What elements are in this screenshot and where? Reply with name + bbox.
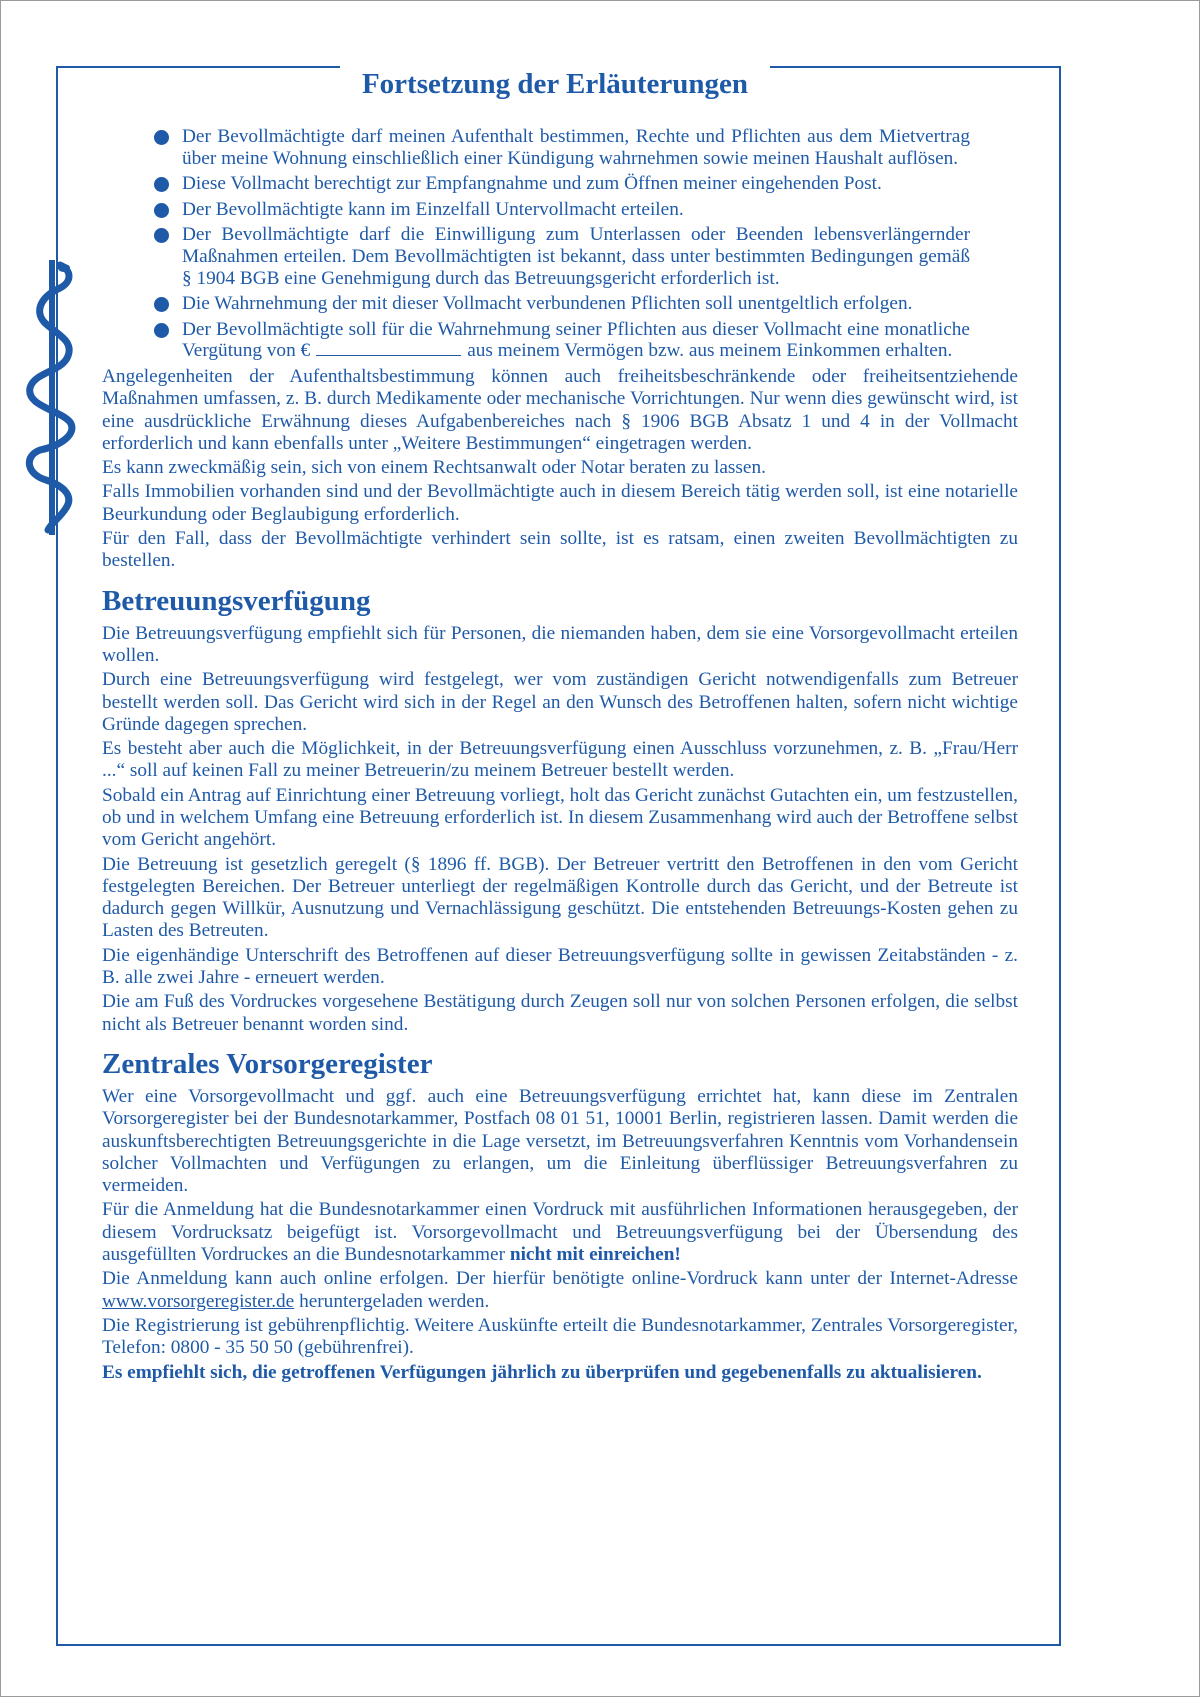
bullet-text: Der Bevollmächtigte kann im Einzelfall Untervollmacht erteilen. [182, 198, 684, 220]
document-body [102, 126, 1018, 1386]
register-paragraph: Die Registrierung ist gebührenpflichtig. Weitere Auskünfte erteilt die Bundesnotarkammer, Zentrales Vorsorgeregister, Telefon: 0800 - 35 50 50 (gebührenfrei). [102, 1314, 1018, 1359]
payment-text-before: Der Bevollmächtigte soll für die Wahrnehmung seiner Pflichten aus dieser Vollmacht eine monatliche Vergütung von € [182, 318, 970, 362]
closing-recommendation: Es empfiehlt sich, die getroffenen Verfügungen jährlich zu überprüfen und gegebenenfalls zu aktualisieren. [102, 1361, 982, 1383]
section-heading-vorsorgeregister: Zentrales Vorsorgeregister [102, 1047, 433, 1080]
register-online-text-after: heruntergeladen werden. [299, 1290, 490, 1312]
bullet-text: Diese Vollmacht berechtigt zur Empfangnahme und zum Öffnen meiner eingehenden Post. [182, 173, 882, 195]
intro-paragraph: Es kann zweckmäßig sein, sich von einem Rechtsanwalt oder Notar beraten zu lassen. [102, 457, 766, 479]
register-paragraph-text: Für die Anmeldung hat die Bundesnotarkammer einen Vordruck mit ausführlichen Informationen herausgegeben, der diesem Vordrucksatz beigefügt ist. Vorsorgevollmacht und Betreuungsverfügung bei der Übersendung des ausgefüllten Vordruckes an die Bundesnotarkammer [102, 1199, 1018, 1266]
payment-amount-blank[interactable] [316, 341, 461, 356]
intro-paragraph: Für den Fall, dass der Bevollmächtigte verhindert sein sollte, ist es ratsam, einen zweiten Bevollmächtigten zu bestellen. [102, 528, 1018, 572]
betreuung-paragraph: Die eigenhändige Unterschrift des Betroffenen auf dieser Betreuungsverfügung sollte in gewissen Zeitabständen - z. B. alle zwei Jahre - erneuert werden. [102, 944, 1018, 989]
list-item [154, 319, 970, 362]
register-paragraph [102, 1268, 1018, 1313]
betreuung-paragraph: Die am Fuß des Vordruckes vorgesehene Bestätigung durch Zeugen soll nur von solchen Personen erfolgen, die selbst nicht als Betreuer benannt worden sind. [102, 991, 1018, 1035]
register-paragraph [102, 1199, 1018, 1266]
register-online-text: Die Anmeldung kann auch online erfolgen. Der hierfür benötigte online-Vordruck kann unter der Internet-Adresse [102, 1268, 1018, 1290]
section-heading-betreuungsverfuegung: Betreuungsverfügung [102, 584, 371, 617]
intro-paragraph: Falls Immobilien vorhanden sind und der Bevollmächtigte auch in diesem Bereich tätig werden soll, ist eine notarielle Beurkundung oder Beglaubigung erforderlich. [102, 481, 1018, 525]
bullet-text: Der Bevollmächtigte darf meinen Aufenthalt bestimmen, Rechte und Pflichten aus dem Mietvertrag über meine Wohnung einschließlich einer Kündigung wahrnehmen sowie meinen Haushalt auflösen. [182, 126, 970, 169]
list-item [154, 173, 970, 195]
bullet-icon [154, 130, 169, 145]
authority-bullet-list [102, 126, 1018, 362]
betreuung-paragraph: Sobald ein Antrag auf Einrichtung einer Betreuung vorliegt, holt das Gericht zunächst Gutachten ein, um festzustellen, ob und in welchem Umfang eine Betreuung erforderlich ist. In diesem Zusammenhang wird auch der Betroffene selbst vom Gericht angehört. [102, 784, 1018, 851]
betreuung-paragraph: Es besteht aber auch die Möglichkeit, in der Betreuungsverfügung einen Ausschluss vorzunehmen, z. B. „Frau/Herr ...“ soll auf keinen Fall zu meiner Betreuerin/zu meinem Betreuer bestellt werden. [102, 738, 1018, 782]
bullet-text: Der Bevollmächtigte darf die Einwilligung zum Unterlassen oder Beenden lebensverlängernder Maßnahmen erteilen. Dem Bevollmächtigten ist bekannt, dass unter bestimmten Bedingungen gemäß § 1904 BGB eine Genehmigung durch das Betreuungsgericht erforderlich ist. [182, 224, 970, 289]
payment-text-after: aus meinem Vermögen bzw. aus meinem Einkommen erhalten. [467, 340, 953, 362]
betreuung-paragraph: Durch eine Betreuungsverfügung wird festgelegt, wer vom zuständigen Gericht notwendigenfalls zum Betreuer bestellt werden soll. Das Gericht wird sich in der Regel an den Wunsch des Betroffenen halten, sofern nicht wichtige Gründe dagegen sprechen. [102, 669, 1018, 735]
register-warning-bold: nicht mit einreichen! [509, 1244, 681, 1266]
bullet-icon [154, 177, 169, 192]
bullet-icon [154, 297, 169, 312]
register-paragraph: Wer eine Vorsorgevollmacht und ggf. auch eine Betreuungsverfügung errichtet hat, kann diese im Zentralen Vorsorgeregister bei der Bundesnotarkammer, Postfach 08 01 51, 10001 Berlin, registrieren lassen. Damit werden die auskunftsberechtigten Betreuungsgerichte in die Lage versetzt, im Betreuungsverfahren Kenntnis vom Vorhandensein solcher Vollmachten und Verfügungen zu erlangen, um die Einleitung überflüssiger Betreuungsverfahren zu vermeiden. [102, 1085, 1018, 1197]
list-item [154, 199, 970, 221]
bullet-icon [154, 323, 169, 338]
staff-of-asclepius-icon [20, 260, 84, 535]
list-item [154, 126, 970, 169]
intro-paragraph: Angelegenheiten der Aufenthaltsbestimmung können auch freiheitsbeschränkende oder freiheitsentziehende Maßnahmen umfassen, z. B. durch Medikamente oder mechanische Vorrichtungen. Nur wenn dies gewünscht wird, ist eine ausdrückliche Erwähnung dieses Aufgabenbereiches nach § 1906 BGB Absatz 1 und 4 in der Vollmacht erforderlich und kann ebenfalls unter „Weitere Bestimmungen“ eingetragen werden. [102, 365, 1018, 454]
page-title: Fortsetzung der Erläuterungen [361, 68, 749, 100]
betreuung-paragraph: Die Betreuung ist gesetzlich geregelt (§ 1896 ff. BGB). Der Betreuer vertritt den Betroffenen in den vom Gericht festgelegten Bereichen. Der Betreuer unterliegt der regelmäßigen Kontrolle durch das Gericht, und der Betreute ist dadurch gegen Willkür, Ausnutzung und Vernachlässigung geschützt. Die entstehenden Betreuungs-Kosten gehen zu Lasten des Betreuten. [102, 853, 1018, 942]
list-item [154, 224, 970, 289]
bullet-icon [154, 203, 169, 218]
bullet-text: Die Wahrnehmung der mit dieser Vollmacht verbundenen Pflichten soll unentgeltlich erfolgen. [182, 293, 913, 315]
vorsorgeregister-link[interactable]: www.vorsorgeregister.de [102, 1290, 295, 1312]
betreuung-paragraph: Die Betreuungsverfügung empfiehlt sich für Personen, die niemanden haben, dem sie eine Vorsorgevollmacht erteilen wollen. [102, 622, 1018, 666]
bullet-icon [154, 228, 169, 243]
list-item [154, 293, 970, 315]
